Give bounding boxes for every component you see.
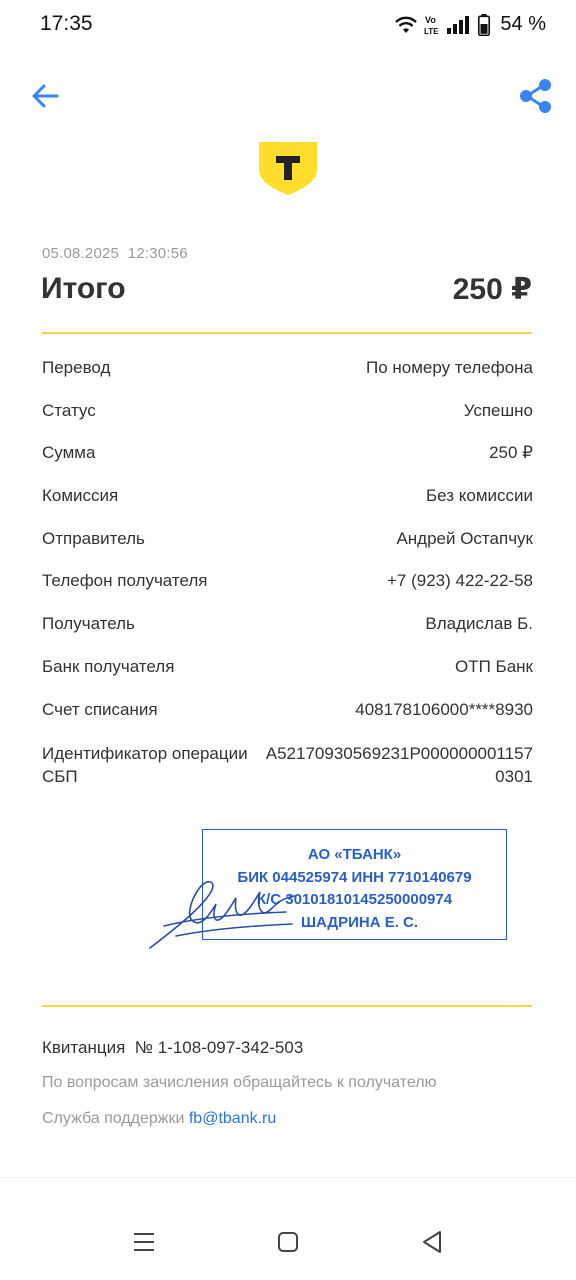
detail-value: 250 ₽	[489, 443, 533, 463]
detail-value: 408178106000****8930	[355, 699, 533, 719]
detail-value: Успешно	[463, 400, 533, 420]
divider-bottom	[42, 1005, 532, 1007]
stamp-line: АО «ТБАНК»	[307, 846, 402, 863]
system-back-button[interactable]	[412, 1222, 452, 1262]
wifi-icon	[394, 15, 418, 35]
recent-apps-button[interactable]	[124, 1222, 164, 1262]
detail-label: Статус	[42, 400, 96, 420]
detail-row-sender	[42, 529, 533, 572]
share-icon	[516, 76, 556, 116]
menu-icon	[124, 1222, 164, 1262]
detail-label: Отправитель	[42, 528, 145, 548]
volte-icon	[424, 14, 440, 36]
signal-icon	[446, 15, 472, 35]
divider-top	[42, 332, 532, 334]
detail-label: Счет списания	[42, 699, 158, 719]
recipient-note: По вопросам зачисления обращайтесь к получателю	[42, 1074, 437, 1091]
total-label: Итого	[41, 272, 126, 305]
status-bar	[0, 0, 576, 52]
detail-label: Идентификатор операции СБП	[42, 744, 248, 787]
detail-value: Владислав Б.	[425, 614, 533, 634]
detail-label: Сумма	[42, 443, 96, 463]
stamp-line: ШАДРИНА Е. С.	[300, 913, 419, 931]
detail-label: Телефон получателя	[42, 571, 208, 591]
detail-row-sbp-id	[42, 742, 533, 788]
receipt-number: Квитанция № 1-108-097-342-503	[42, 1038, 304, 1057]
support-email-link[interactable]: fb@tbank.ru	[188, 1110, 277, 1127]
support-info	[42, 1110, 276, 1128]
signature	[146, 868, 296, 952]
detail-value: По номеру телефона	[365, 358, 533, 377]
detail-value: Андрей Остапчук	[396, 528, 533, 548]
back-button[interactable]	[26, 76, 66, 116]
nav-divider	[0, 1177, 576, 1178]
share-button[interactable]	[516, 76, 556, 116]
detail-row-recipient-phone	[42, 571, 533, 614]
detail-label: Перевод	[42, 358, 111, 377]
stamp-line: БИК 044525974 ИНН 7710140679	[237, 868, 472, 886]
detail-row-amount	[42, 443, 533, 486]
detail-value: A52170930569231P0000000011570301	[265, 744, 533, 787]
detail-value: ОТП Банк	[455, 656, 533, 676]
detail-label: Комиссия	[42, 486, 119, 506]
detail-row-recipient-bank	[42, 657, 533, 700]
stamp-line: К/С 30101810145250000974	[256, 891, 453, 908]
total-amount: 250 ₽	[452, 273, 532, 306]
detail-row-recipient	[42, 614, 533, 657]
battery-percent: 54 %	[500, 13, 546, 35]
detail-label: Банк получателя	[42, 656, 175, 676]
battery-icon	[478, 14, 490, 36]
status-time: 17:35	[40, 12, 93, 35]
home-icon	[268, 1222, 308, 1262]
detail-value: Без комиссии	[425, 486, 533, 506]
detail-row-fee	[42, 486, 533, 529]
operation-datetime: 05.08.2025 12:30:56	[42, 245, 188, 262]
svg-text:LTE: LTE	[424, 26, 439, 36]
detail-value: +7 (923) 422-22-58	[386, 571, 533, 591]
detail-row-transfer	[42, 358, 533, 401]
arrow-left-icon	[26, 76, 66, 116]
details-list	[42, 358, 533, 788]
home-button[interactable]	[268, 1222, 308, 1262]
detail-row-debit-account	[42, 700, 533, 743]
status-icons	[394, 13, 546, 36]
back-triangle-icon	[412, 1222, 452, 1262]
detail-label: Получатель	[42, 614, 135, 634]
support-label: Служба поддержки	[42, 1110, 189, 1127]
svg-text:Vo: Vo	[425, 14, 437, 25]
detail-row-status	[42, 401, 533, 444]
tbank-logo	[257, 140, 319, 196]
